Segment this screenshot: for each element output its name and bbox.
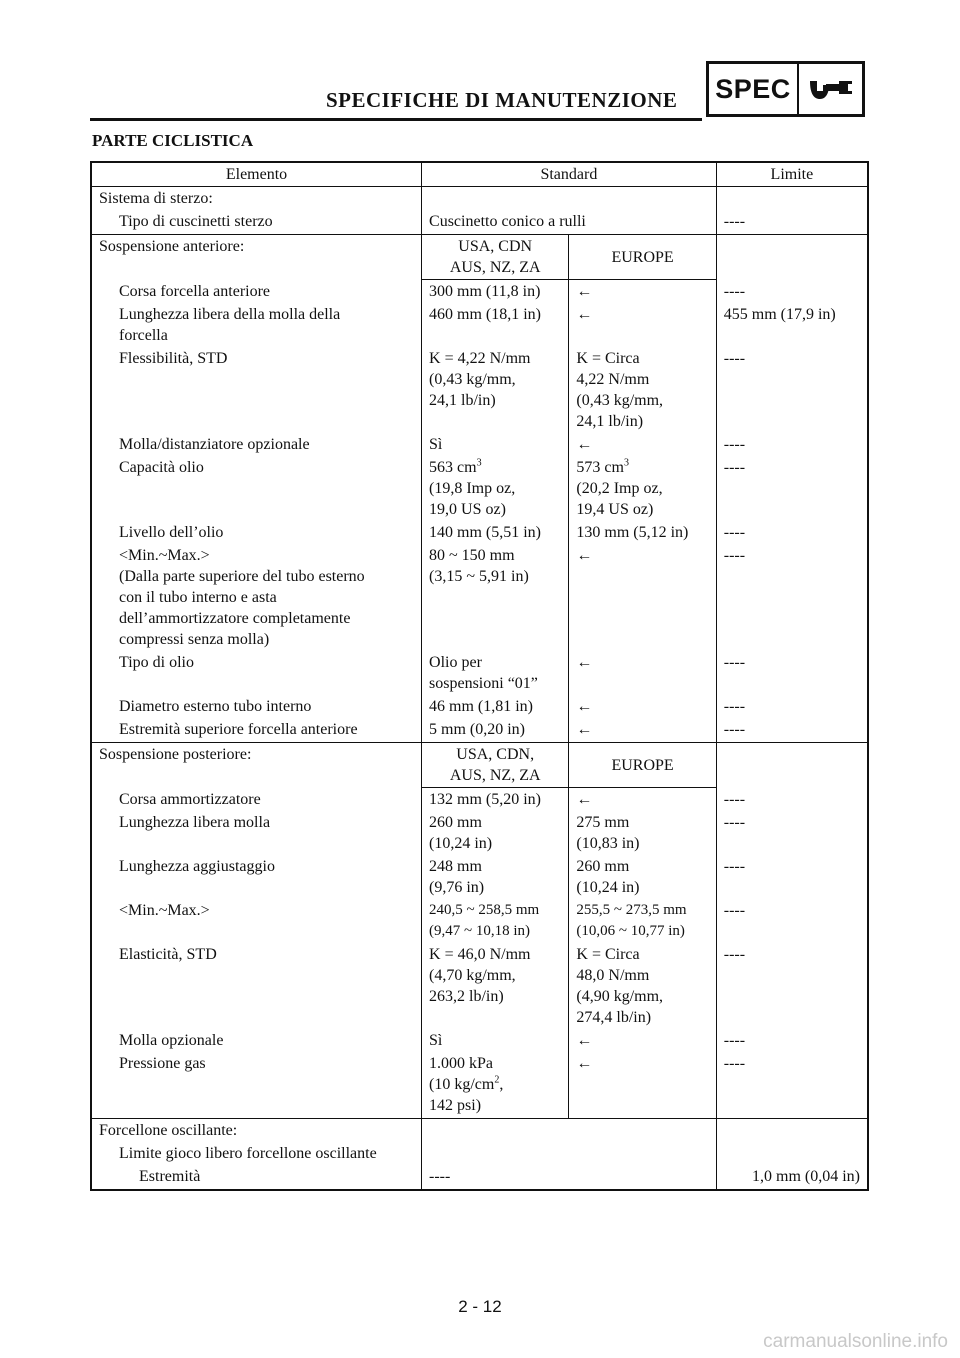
limit-value: ---- — [716, 718, 868, 743]
limit-value: ---- — [716, 347, 868, 433]
cell-line: Lunghezza libera molla — [119, 814, 271, 831]
cell-line: 24,1 lb/in) — [576, 413, 644, 430]
europe-value — [569, 1142, 716, 1165]
cell-line: (0,43 kg/mm, — [576, 392, 664, 409]
limit-value: 455 mm (17,9 in) — [716, 303, 868, 347]
region-europe: EUROPE — [569, 235, 716, 280]
cell-line: 46 mm (1,81 in) — [429, 698, 534, 715]
cell-line: Pressione gas — [119, 1055, 206, 1072]
item-label — [91, 347, 422, 433]
europe-value — [569, 280, 716, 304]
standard-value — [422, 347, 569, 433]
limit-value: 1,0 mm (0,04 in) — [716, 1165, 868, 1190]
cell-line: (10,24 in) — [576, 879, 640, 896]
specification-table — [90, 161, 869, 1191]
item-label — [91, 695, 422, 718]
table-row — [91, 718, 868, 743]
standard-value — [422, 811, 569, 855]
cell-line: Livello dell’olio — [119, 524, 224, 541]
limit-value — [716, 743, 868, 788]
standard-value — [422, 788, 569, 812]
cell-line: 263,2 lb/in) — [429, 988, 504, 1005]
wrench-icon — [799, 64, 862, 114]
cell-line: ← — [576, 1055, 593, 1072]
cell-line: (9,47 ~ 10,18 in) — [429, 923, 531, 939]
watermark: carmanualsonline.info — [763, 1331, 948, 1352]
cell-line: (20,2 Imp oz, — [576, 480, 663, 497]
table-row — [91, 235, 868, 280]
region-line: AUS, NZ, ZA — [449, 259, 541, 276]
limit-value: ---- — [716, 544, 868, 651]
table-row — [91, 210, 868, 235]
cell-line: compressi senza molla) — [119, 631, 270, 648]
cell-line: 300 mm (11,8 in) — [429, 283, 541, 300]
cell-line: 460 mm (18,1 in) — [429, 306, 542, 323]
limit-value: ---- — [716, 855, 868, 899]
item-label — [91, 433, 422, 456]
cell-line: Sì — [429, 1032, 443, 1049]
cell-line: (Dalla parte superiore del tubo esterno — [119, 568, 365, 585]
limit-value: ---- — [716, 651, 868, 695]
standard-value — [422, 943, 569, 1029]
region-europe: EUROPE — [569, 743, 716, 788]
header-rule — [90, 118, 702, 121]
limit-value: ---- — [716, 433, 868, 456]
europe-value — [569, 788, 716, 812]
item-label — [91, 303, 422, 347]
item-label — [91, 899, 422, 943]
cell-line: Lunghezza aggiustaggio — [119, 858, 275, 875]
region-usa-cdn — [422, 743, 569, 788]
cell-line: 563 $cm^3$ — [429, 457, 482, 476]
cell-line: 240,5 ~ 258,5 mm — [429, 902, 540, 918]
limit-value: ---- — [716, 695, 868, 718]
cell-line: K = Circa — [576, 946, 640, 963]
group-label-front: Sospensione anteriore: — [99, 238, 245, 255]
cell-line: (19,8 Imp oz, — [429, 480, 516, 497]
europe-value — [569, 303, 716, 347]
region-line: AUS, NZ, ZA — [449, 767, 541, 784]
limit-value: ---- — [716, 899, 868, 943]
table-row — [91, 456, 868, 521]
cell-line: 573 $cm^3$ — [576, 457, 629, 476]
table-row — [91, 1029, 868, 1052]
cell-line: ← — [576, 547, 593, 564]
table-row — [91, 303, 868, 347]
superscript: 3 — [476, 457, 482, 469]
cell-line: (10 $kg/cm^2$, — [429, 1074, 504, 1093]
europe-value — [569, 811, 716, 855]
standard-value: Cuscinetto conico a rulli — [422, 210, 717, 235]
standard-value — [422, 1052, 569, 1119]
group-label-steering: Sistema di sterzo: — [99, 190, 213, 207]
limit-value — [716, 1142, 868, 1165]
cell-line: ← — [576, 436, 593, 453]
item-label — [91, 788, 422, 812]
europe-value — [569, 347, 716, 433]
table-row — [91, 811, 868, 855]
table-row — [91, 651, 868, 695]
item-label — [91, 943, 422, 1029]
cell-line: 248 mm — [429, 858, 482, 875]
cell-line: 1.000 kPa — [429, 1055, 494, 1072]
table-row — [91, 1052, 868, 1119]
cell-line: ← — [576, 721, 593, 738]
standard-value — [422, 544, 569, 651]
section-title: PARTE CICLISTICA — [92, 131, 254, 150]
cell-line: (4,70 kg/mm, — [429, 967, 516, 984]
limit-value: ---- — [716, 943, 868, 1029]
item-label — [91, 1052, 422, 1119]
column-header-limit: Limite — [716, 162, 868, 187]
europe-value — [569, 544, 716, 651]
cell-line: con il tubo interno e asta — [119, 589, 277, 606]
limit-value: ---- — [716, 456, 868, 521]
item-label: Limite gioco libero forcellone oscillante — [119, 1145, 377, 1162]
europe-value — [569, 1165, 716, 1190]
standard-value — [422, 1119, 569, 1143]
table-row — [91, 521, 868, 544]
cell-line: 260 mm — [576, 858, 630, 875]
cell-line: ← — [576, 791, 593, 808]
limit-value — [716, 235, 868, 280]
cell-line: 255,5 ~ 273,5 mm — [576, 902, 687, 918]
cell-line: K = 46,0 N/mm — [429, 946, 531, 963]
cell-line: 19,4 US oz) — [576, 501, 654, 518]
europe-value — [569, 855, 716, 899]
region-line: USA, CDN — [458, 238, 533, 255]
item-label — [91, 651, 422, 695]
cell-line: 140 mm (5,51 in) — [429, 524, 542, 541]
cell-line: 5 mm (0,20 in) — [429, 721, 526, 738]
cell-line: K = 4,22 N/mm — [429, 350, 531, 367]
europe-value — [569, 433, 716, 456]
cell-line: 142 psi) — [429, 1097, 482, 1114]
table-row — [91, 544, 868, 651]
cell-line: Elasticità, STD — [119, 946, 217, 963]
standard-value — [422, 521, 569, 544]
table-row — [91, 1142, 868, 1165]
cell-line: 80 ~ 150 mm — [429, 547, 515, 564]
item-label — [91, 456, 422, 521]
cell-line: Molla/distanziatore opzionale — [119, 436, 310, 453]
item-label — [91, 544, 422, 651]
table-row — [91, 943, 868, 1029]
cell-line: (10,24 in) — [429, 835, 493, 852]
cell-line: ← — [576, 283, 593, 300]
region-line: USA, CDN, — [456, 746, 535, 763]
region-usa-cdn — [422, 235, 569, 280]
cell-line: (10,83 in) — [576, 835, 640, 852]
europe-value — [569, 521, 716, 544]
limit-value: ---- — [716, 1029, 868, 1052]
superscript: 2 — [494, 1074, 500, 1086]
standard-value — [422, 433, 569, 456]
standard-value: ---- — [422, 1165, 569, 1190]
spec-badge — [706, 61, 865, 117]
cell-line: Sì — [429, 436, 443, 453]
europe-value — [569, 1029, 716, 1052]
cell-line: ← — [576, 306, 593, 323]
item-label — [91, 280, 422, 304]
europe-value — [569, 651, 716, 695]
table-row — [91, 743, 868, 788]
item-label — [91, 521, 422, 544]
limit-value: ---- — [716, 210, 868, 235]
item-label — [91, 811, 422, 855]
cell-line: Molla opzionale — [119, 1032, 224, 1049]
table-header-row — [91, 162, 868, 187]
cell-line: (10,06 ~ 10,77 in) — [576, 923, 685, 939]
cell-line: K = Circa — [576, 350, 640, 367]
europe-value — [569, 1052, 716, 1119]
standard-value — [422, 651, 569, 695]
table-row — [91, 788, 868, 812]
cell-line: <Min.~Max.> — [119, 547, 210, 564]
table-row — [91, 280, 868, 304]
cell-line: (9,76 in) — [429, 879, 485, 896]
limit-value — [716, 1119, 868, 1143]
europe-value — [569, 1119, 716, 1143]
page-header-title: SPECIFICHE DI MANUTENZIONE — [326, 88, 678, 112]
table-row — [91, 899, 868, 943]
europe-value — [569, 718, 716, 743]
cell-line: forcella — [119, 327, 168, 344]
limit-value: ---- — [716, 1052, 868, 1119]
group-label-swingarm: Forcellone oscillante: — [99, 1122, 238, 1139]
cell-line: 4,22 N/mm — [576, 371, 650, 388]
item-label — [91, 855, 422, 899]
cell-line: (3,15 ~ 5,91 in) — [429, 568, 529, 585]
cell-line: ← — [576, 1032, 593, 1049]
standard-value — [422, 1029, 569, 1052]
superscript: 3 — [623, 457, 629, 469]
limit-value: ---- — [716, 788, 868, 812]
group-label-rear: Sospensione posteriore: — [99, 746, 252, 763]
cell-line: 19,0 US oz) — [429, 501, 506, 518]
item-label — [91, 1029, 422, 1052]
cell-line: ← — [576, 654, 593, 671]
cell-line: 24,1 lb/in) — [429, 392, 496, 409]
cell-line: Lunghezza libera della molla della — [119, 306, 341, 323]
cell-line: 274,4 lb/in) — [576, 1009, 652, 1026]
cell-line: 275 mm — [576, 814, 630, 831]
standard-value — [422, 303, 569, 347]
limit-value: ---- — [716, 521, 868, 544]
standard-value — [422, 899, 569, 943]
standard-value — [422, 280, 569, 304]
europe-value — [569, 695, 716, 718]
cell-line: sospensioni “01” — [429, 675, 538, 692]
table-row — [91, 1119, 868, 1143]
cell-line: Corsa forcella anteriore — [119, 282, 271, 300]
europe-value — [569, 943, 716, 1029]
standard-value — [422, 1142, 569, 1165]
item-label: Tipo di cuscinetti sterzo — [119, 213, 273, 230]
table-row — [91, 855, 868, 899]
cell-line: ← — [576, 698, 593, 715]
standard-value — [422, 695, 569, 718]
standard-value — [422, 456, 569, 521]
cell-line: Diametro esterno tubo interno — [119, 698, 312, 715]
cell-line: Corsa ammortizzatore — [119, 790, 261, 808]
table-row — [91, 347, 868, 433]
cell-line: (0,43 kg/mm, — [429, 371, 516, 388]
limit-value: ---- — [716, 280, 868, 304]
cell-line: Flessibilità, STD — [119, 350, 228, 367]
cell-line: Estremità superiore forcella anteriore — [119, 721, 358, 738]
cell-line: dell’ammortizzatore completamente — [119, 610, 351, 627]
cell-line: 260 mm — [429, 814, 482, 831]
table-row — [91, 695, 868, 718]
cell-line: 48,0 N/mm — [576, 967, 650, 984]
spec-badge-label: SPEC — [709, 64, 799, 114]
table-row — [91, 187, 868, 211]
cell-line: <Min.~Max.> — [119, 902, 210, 919]
table-row — [91, 433, 868, 456]
cell-line: Olio per — [429, 654, 482, 671]
cell-line: Capacità olio — [119, 459, 204, 476]
column-header-item: Elemento — [91, 162, 422, 187]
europe-value — [569, 456, 716, 521]
column-header-standard: Standard — [422, 162, 717, 187]
item-label: Estremità — [139, 1168, 201, 1185]
cell-line: Tipo di olio — [119, 654, 194, 671]
cell-line: (4,90 kg/mm, — [576, 988, 664, 1005]
standard-value — [422, 718, 569, 743]
limit-value: ---- — [716, 811, 868, 855]
page-number: 2 - 12 — [458, 1297, 502, 1316]
cell-line: 132 mm (5,20 in) — [429, 791, 542, 808]
standard-value — [422, 855, 569, 899]
table-row — [91, 1165, 868, 1190]
europe-value — [569, 899, 716, 943]
cell-line: 130 mm (5,12 in) — [576, 524, 689, 541]
item-label — [91, 718, 422, 743]
